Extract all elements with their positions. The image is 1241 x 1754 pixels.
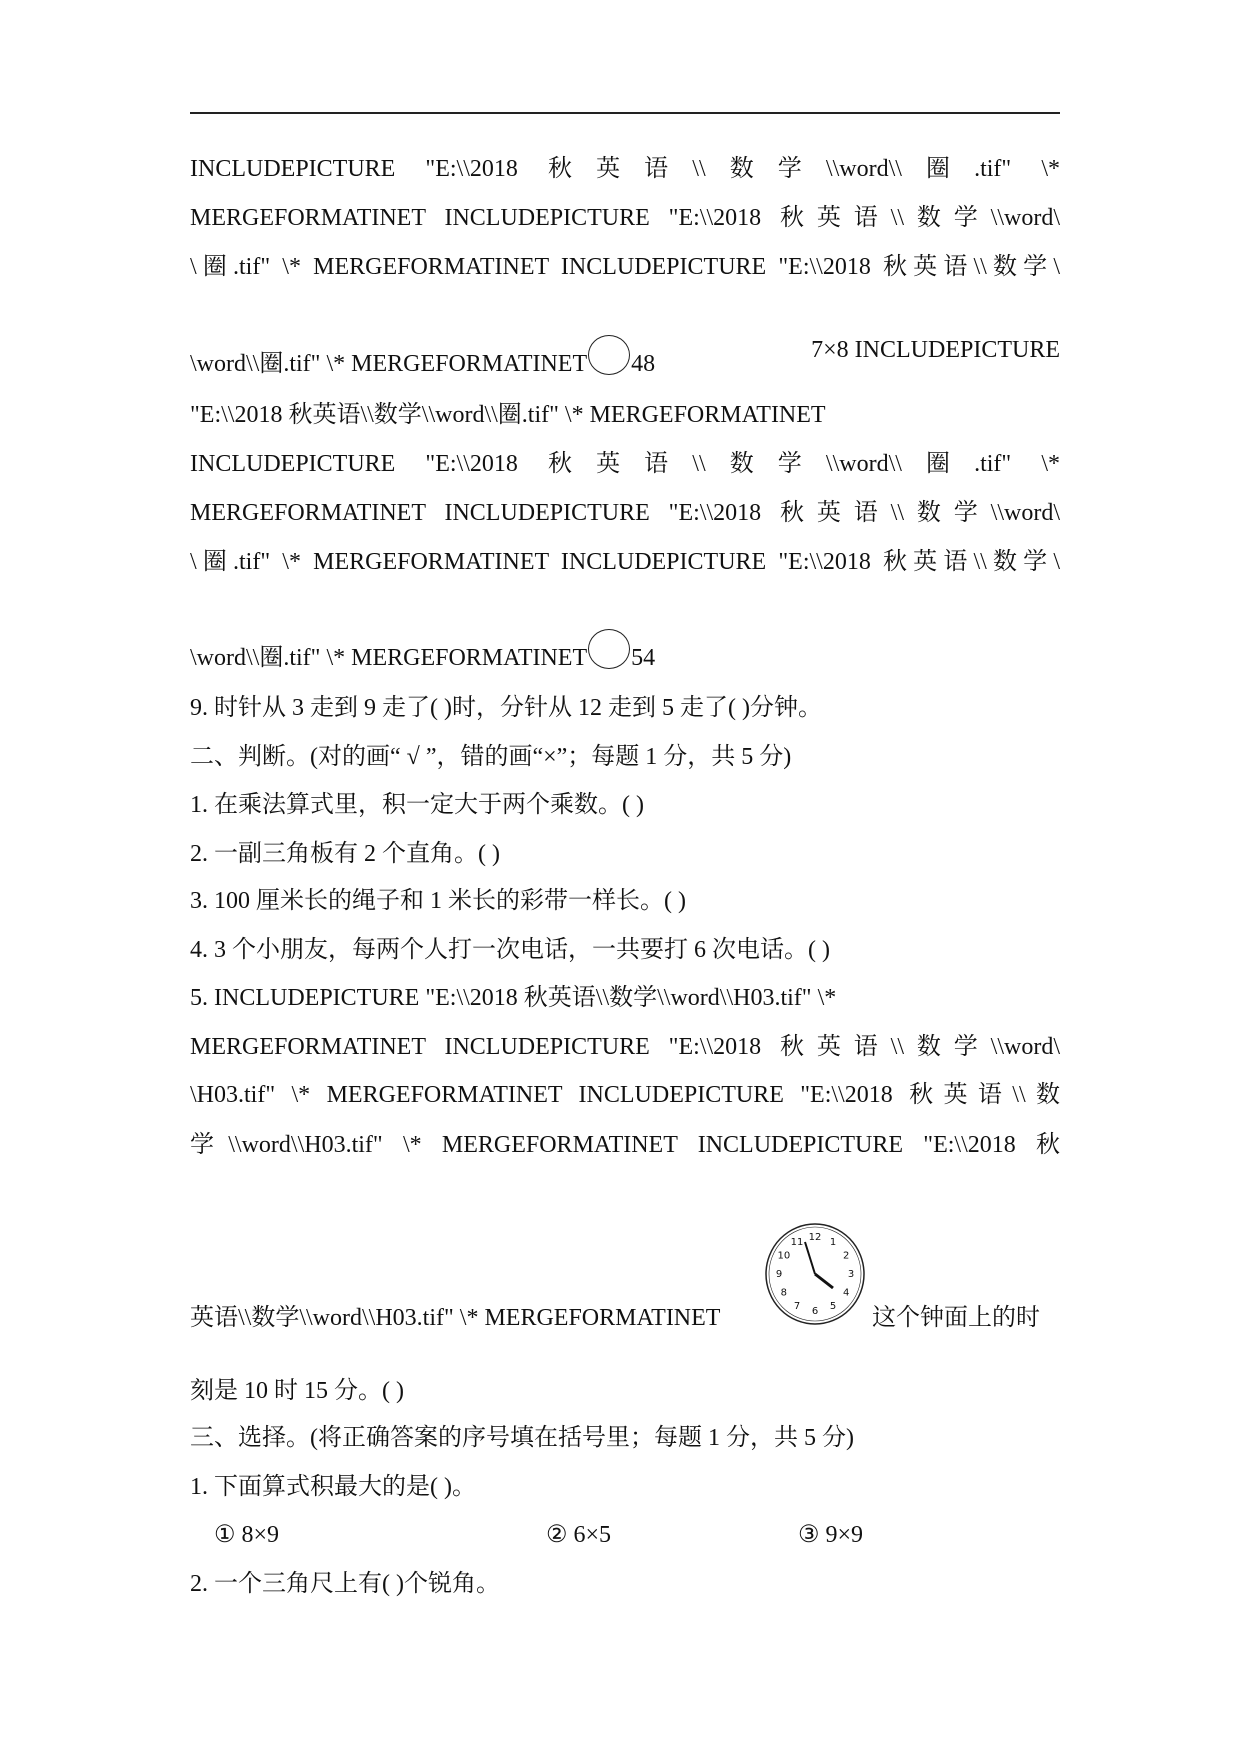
choice-1: 1. 下面算式积最大的是( )。 xyxy=(190,1474,476,1500)
question-9: 9. 时针从 3 走到 9 走了( )时，分针从 12 走到 5 走了( )分钟。 xyxy=(190,695,822,721)
text-line: 刻是 10 时 15 分。( ) xyxy=(190,1378,404,1404)
text-line: \圈.tif" \* MERGEFORMATINET INCLUDEPICTURE "E:\\2018 秋英语\\数学\ xyxy=(190,549,1060,575)
text-line: \圈.tif" \* MERGEFORMATINET INCLUDEPICTURE "E:\\2018 秋英语\\数学\ xyxy=(190,254,1060,280)
choice-2: 2. 一个三角尺上有( )个锐角。 xyxy=(190,1571,500,1597)
clock-number: 6 xyxy=(811,1306,819,1317)
option-1: ① 8×9 xyxy=(214,1522,280,1548)
text-line: \H03.tif" \* MERGEFORMATINET INCLUDEPICTURE "E:\\2018 秋英语\\数 xyxy=(190,1082,1060,1108)
clock-number: 4 xyxy=(842,1287,850,1299)
section-2-heading: 二、判断。(对的画“ √ ”，错的画“×”；每题 1 分，共 5 分) xyxy=(190,744,792,770)
option-3: ③ 9×9 xyxy=(798,1522,864,1548)
text-line: INCLUDEPICTURE "E:\\2018 秋英语\\数学\\word\\圈.tif" \* xyxy=(190,451,1060,477)
text-fragment: 这个钟面上的时 xyxy=(872,1305,1040,1331)
clock-number: 9 xyxy=(775,1269,783,1280)
text-line: 英语\\数学\\word\\H03.tif" \* MERGEFORMATINET xyxy=(190,1305,721,1331)
text-line: INCLUDEPICTURE "E:\\2018 秋英语\\数学\\word\\圈.tif" \* xyxy=(190,156,1060,182)
clock-number: 2 xyxy=(842,1250,850,1262)
judge-1: 1. 在乘法算式里，积一定大于两个乘数。( ) xyxy=(190,792,644,818)
text-line: MERGEFORMATINET INCLUDEPICTURE "E:\\2018 秋英语\\数学\\word\ xyxy=(190,500,1060,526)
text-fragment: \word\\圈.tif" \* MERGEFORMATINET xyxy=(190,351,588,377)
text-fragment: 7×8 INCLUDEPICTURE xyxy=(811,337,1060,363)
blank-circle-icon xyxy=(588,629,630,669)
section-3-heading: 三、选择。(将正确答案的序号填在括号里；每题 1 分，共 5 分) xyxy=(190,1425,854,1451)
judge-5: 5. INCLUDEPICTURE "E:\\2018 秋英语\\数学\\word\\H03.tif" \* xyxy=(190,985,837,1011)
text-line xyxy=(190,335,655,379)
text-line: MERGEFORMATINET INCLUDEPICTURE "E:\\2018 秋英语\\数学\\word\ xyxy=(190,1034,1060,1060)
header-rule xyxy=(190,112,1060,114)
text-fragment: 54 xyxy=(631,645,656,671)
judge-2: 2. 一副三角板有 2 个直角。( ) xyxy=(190,841,500,867)
text-line xyxy=(190,629,655,673)
clock-number: 8 xyxy=(780,1287,788,1299)
judge-4: 4. 3 个小朋友，每两个人打一次电话，一共要打 6 次电话。( ) xyxy=(190,937,830,963)
clock-face-icon xyxy=(764,1222,866,1326)
text-fragment: 48 xyxy=(631,351,656,377)
clock-number: 5 xyxy=(829,1301,837,1313)
clock-number: 11 xyxy=(790,1236,804,1248)
blank-circle-icon xyxy=(588,335,630,375)
clock-number: 7 xyxy=(793,1301,801,1313)
text-fragment: \word\\圈.tif" \* MERGEFORMATINET xyxy=(190,645,588,671)
clock-number: 3 xyxy=(847,1269,855,1280)
text-line: 学\\word\\H03.tif" \* MERGEFORMATINET INCLUDEPICTURE "E:\\2018 秋 xyxy=(190,1132,1060,1158)
text-line: MERGEFORMATINET INCLUDEPICTURE "E:\\2018 秋英语\\数学\\word\ xyxy=(190,205,1060,231)
clock-number: 10 xyxy=(777,1250,791,1262)
clock-number: 12 xyxy=(808,1232,822,1243)
judge-3: 3. 100 厘米长的绳子和 1 米长的彩带一样长。( ) xyxy=(190,888,686,914)
option-2: ② 6×5 xyxy=(546,1522,612,1548)
text-line: "E:\\2018 秋英语\\数学\\word\\圈.tif" \* MERGEFORMATINET xyxy=(190,402,826,428)
clock-number: 1 xyxy=(829,1236,837,1248)
